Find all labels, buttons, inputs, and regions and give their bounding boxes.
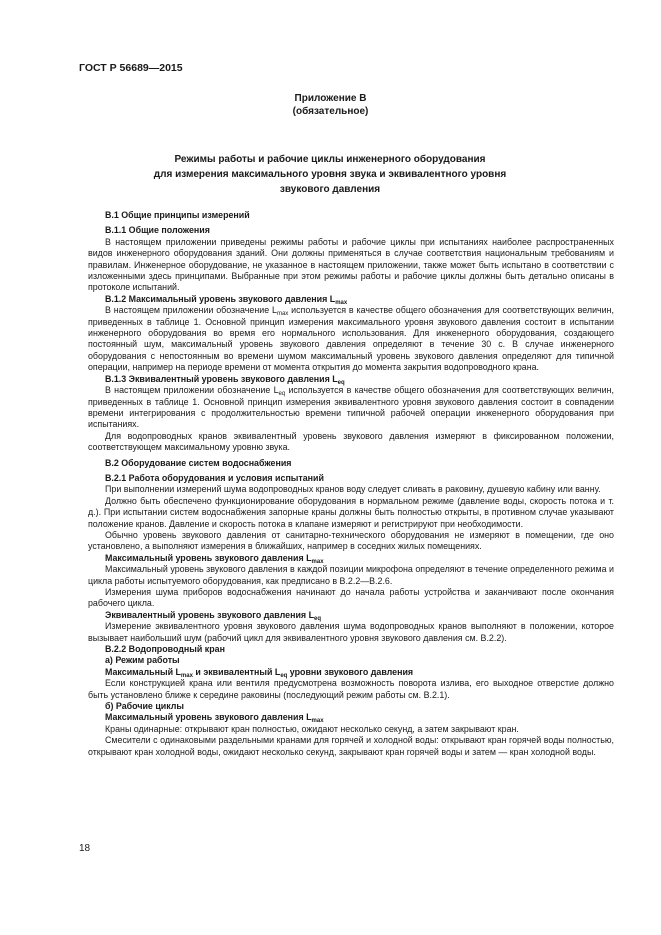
paragraph: В настоящем приложении обозначение $L_{max}$ используется в качестве общего обозначения для соответствующих величин, приведенных в таблице 1. Основной принцип измерения максимального уровня звукового давления состоит в испытании инженерного оборудования во время его нормального использования. Для инженерного оборудования, создающего постоянный шум, максимальный уровень звукового давления определяют в течение 30 с. В случае инженерного оборудования с непостоянным во времени шумом максимальный уровень звукового давления определяют для типичной операции, например на периоде времени от момента открытия до момента закрытия водопроводного крана. bbox=[88, 305, 614, 373]
section-heading: В.1 Общие принципы измерений bbox=[105, 210, 250, 220]
subsection-heading: В.1.1 Общие положения bbox=[105, 225, 210, 236]
annex-label: Приложение В bbox=[294, 93, 367, 104]
appendix-title bbox=[120, 152, 540, 197]
paragraph: Измерения шума приборов водоснабжения начинают до начала работы устройства и заканчивают после окончания рабочего цикла. bbox=[88, 587, 614, 609]
subsection-heading: В.2.2 Водопроводный кран bbox=[105, 644, 225, 655]
title-line: для измерения максимального уровня звука и эквивалентного уровня bbox=[153, 169, 507, 180]
standard-header: ГОСТ Р 56689—2015 bbox=[79, 62, 183, 74]
subheading: Максимальный уровень звукового давления $L_{max}$ bbox=[105, 552, 324, 565]
subsection-heading: В.2.1 Работа оборудования и условия испытаний bbox=[105, 472, 324, 483]
paragraph: Измерение эквивалентного уровня звукового давления шума водопроводных кранов выполняют в положении, которое вызывает наибольший шум (рабочий цикл для эквивалентного уровня звукового давления см. В.2.2). bbox=[88, 621, 614, 643]
paragraph: В настоящем приложении обозначение $L_{eq}$ используется в качестве общего обозначения для соответствующих величин, приведенных в таблице 1. Основной принцип измерения эквивалентного уровня звукового давления состоит в совпадении времени интегрирования с продолжительностью времени типичной рабочей операции инженерного оборудования при испытаниях. bbox=[88, 385, 614, 430]
paragraph: При выполнении измерений шума водопроводных кранов воду следует сливать в раковину, душевую кабину или ванну. bbox=[105, 484, 601, 495]
paragraph: Максимальный уровень звукового давления в каждой позиции микрофона определяют в течение определенного режима и цикла работы испытуемого оборудования, как предписано в В.2.2—В.2.6. bbox=[88, 564, 614, 586]
title-line: Режимы работы и рабочие циклы инженерного оборудования bbox=[174, 154, 486, 165]
subsection-heading: В.1.3 Эквивалентный уровень звукового давления $L_{eq}$ bbox=[105, 373, 345, 386]
subheading: Эквивалентный уровень звукового давления $L_{eq}$ bbox=[105, 609, 322, 622]
paragraph: Смесители с одинаковыми раздельными кранами для горячей и холодной воды: открывают кран горячей воды полностью, открывают кран холодной воды, ожидают несколько секунд, закрывают кран горячей воды и затем — кран холодной воды. bbox=[88, 735, 614, 757]
subheading: б) Рабочие циклы bbox=[105, 701, 185, 712]
subheading: Максимальный уровень звукового давления $L_{max}$ bbox=[105, 712, 324, 725]
paragraph: Для водопроводных кранов эквивалентный уровень звукового давления измеряют в фиксированном положении, соответствующем максимальному уровню звука. bbox=[88, 430, 614, 453]
subsection-heading: В.1.2 Максимальный уровень звукового давления $L_{max}$ bbox=[105, 293, 348, 306]
subheading: Максимальный $L_{max}$ и эквивалентный $L_{eq}$ уровни звукового давления bbox=[105, 666, 414, 679]
paragraph: Если конструкцией крана или вентиля предусмотрена возможность поворота излива, его выходное отверстие должно быть установлено ближе к середине раковины (последующий режим работы см. В.2.1). bbox=[88, 678, 614, 700]
subheading: а) Режим работы bbox=[105, 655, 180, 666]
paragraph: Краны одинарные: открывают кран полностью, ожидают несколько секунд, а затем закрывают кран. bbox=[105, 723, 519, 734]
paragraph: В настоящем приложении приведены режимы работы и рабочие циклы при испытаниях наиболее распространенных видов инженерного оборудования зданий. Они должны применяться в случае соответствия национальным требованиям и правилам. Инженерное оборудование, не указанное в настоящем приложении, также может быть испытано в соответствии с изложенными здесь принципами. Выбранные при этом режимы работы и рабочие циклы должны быть детально описаны в протоколе испытаний. bbox=[88, 236, 614, 293]
paragraph: Должно быть обеспечено функционирование оборудования в нормальном режиме (давление воды, скорость потока и т. д.). При испытании систем водоснабжения запорные краны должны быть полностью открыты, в противном случае указывают положение кранов. Давление и скорость потока в клапане измеряют и регистрируют при необходимости. bbox=[88, 495, 614, 529]
page-number: 18 bbox=[79, 843, 91, 854]
section-heading: В.2 Оборудование систем водоснабжения bbox=[105, 457, 292, 468]
paragraph: Обычно уровень звукового давления от санитарно-технического оборудования не измеряют в помещении, где оно установлено, а выполняют измерения в ближайших, например в соседних жилых помещениях. bbox=[88, 529, 614, 552]
document-body bbox=[88, 210, 614, 758]
annex-status: (обязательное) bbox=[292, 106, 369, 117]
title-line: звукового давления bbox=[279, 184, 381, 195]
